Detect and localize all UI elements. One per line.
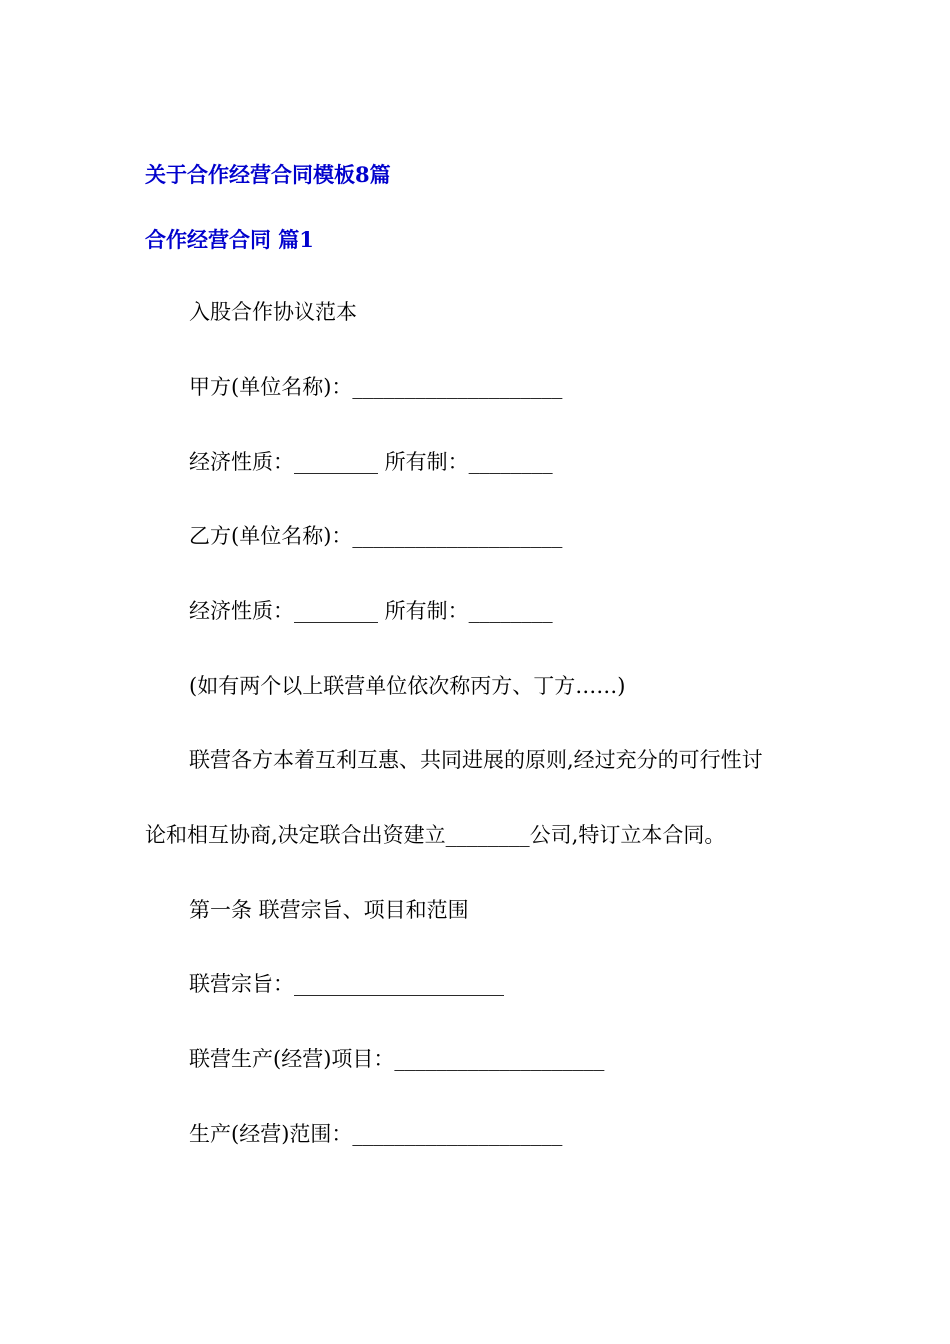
purpose-line: 联营宗旨：____________________ [189,972,504,996]
party-a-name-line: 甲方(单位名称)：____________________ [189,375,563,399]
preamble-line-2: 论和相互协商,决定联合出资建立________公司,特订立本合同。 [145,823,726,847]
paragraph-line: 入股合作协议范本 [189,300,357,324]
party-a-nature-line: 经济性质：________ 所有制：________ [189,450,553,474]
project-line: 联营生产(经营)项目：____________________ [189,1047,605,1071]
note-line: (如有两个以上联营单位依次称丙方、丁方……) [189,674,626,698]
preamble-line-1: 联营各方本着互利互惠、共同进展的原则,经过充分的可行性讨 [189,748,763,772]
article-heading: 第一条 联营宗旨、项目和范围 [189,898,469,922]
party-b-name-line: 乙方(单位名称)：____________________ [189,524,563,548]
section-heading: 合作经营合同 篇1 [145,227,314,252]
party-b-nature-line: 经济性质：________ 所有制：________ [189,599,553,623]
scope-line: 生产(经营)范围：____________________ [189,1122,563,1146]
document-title: 关于合作经营合同模板8篇 [145,162,391,187]
